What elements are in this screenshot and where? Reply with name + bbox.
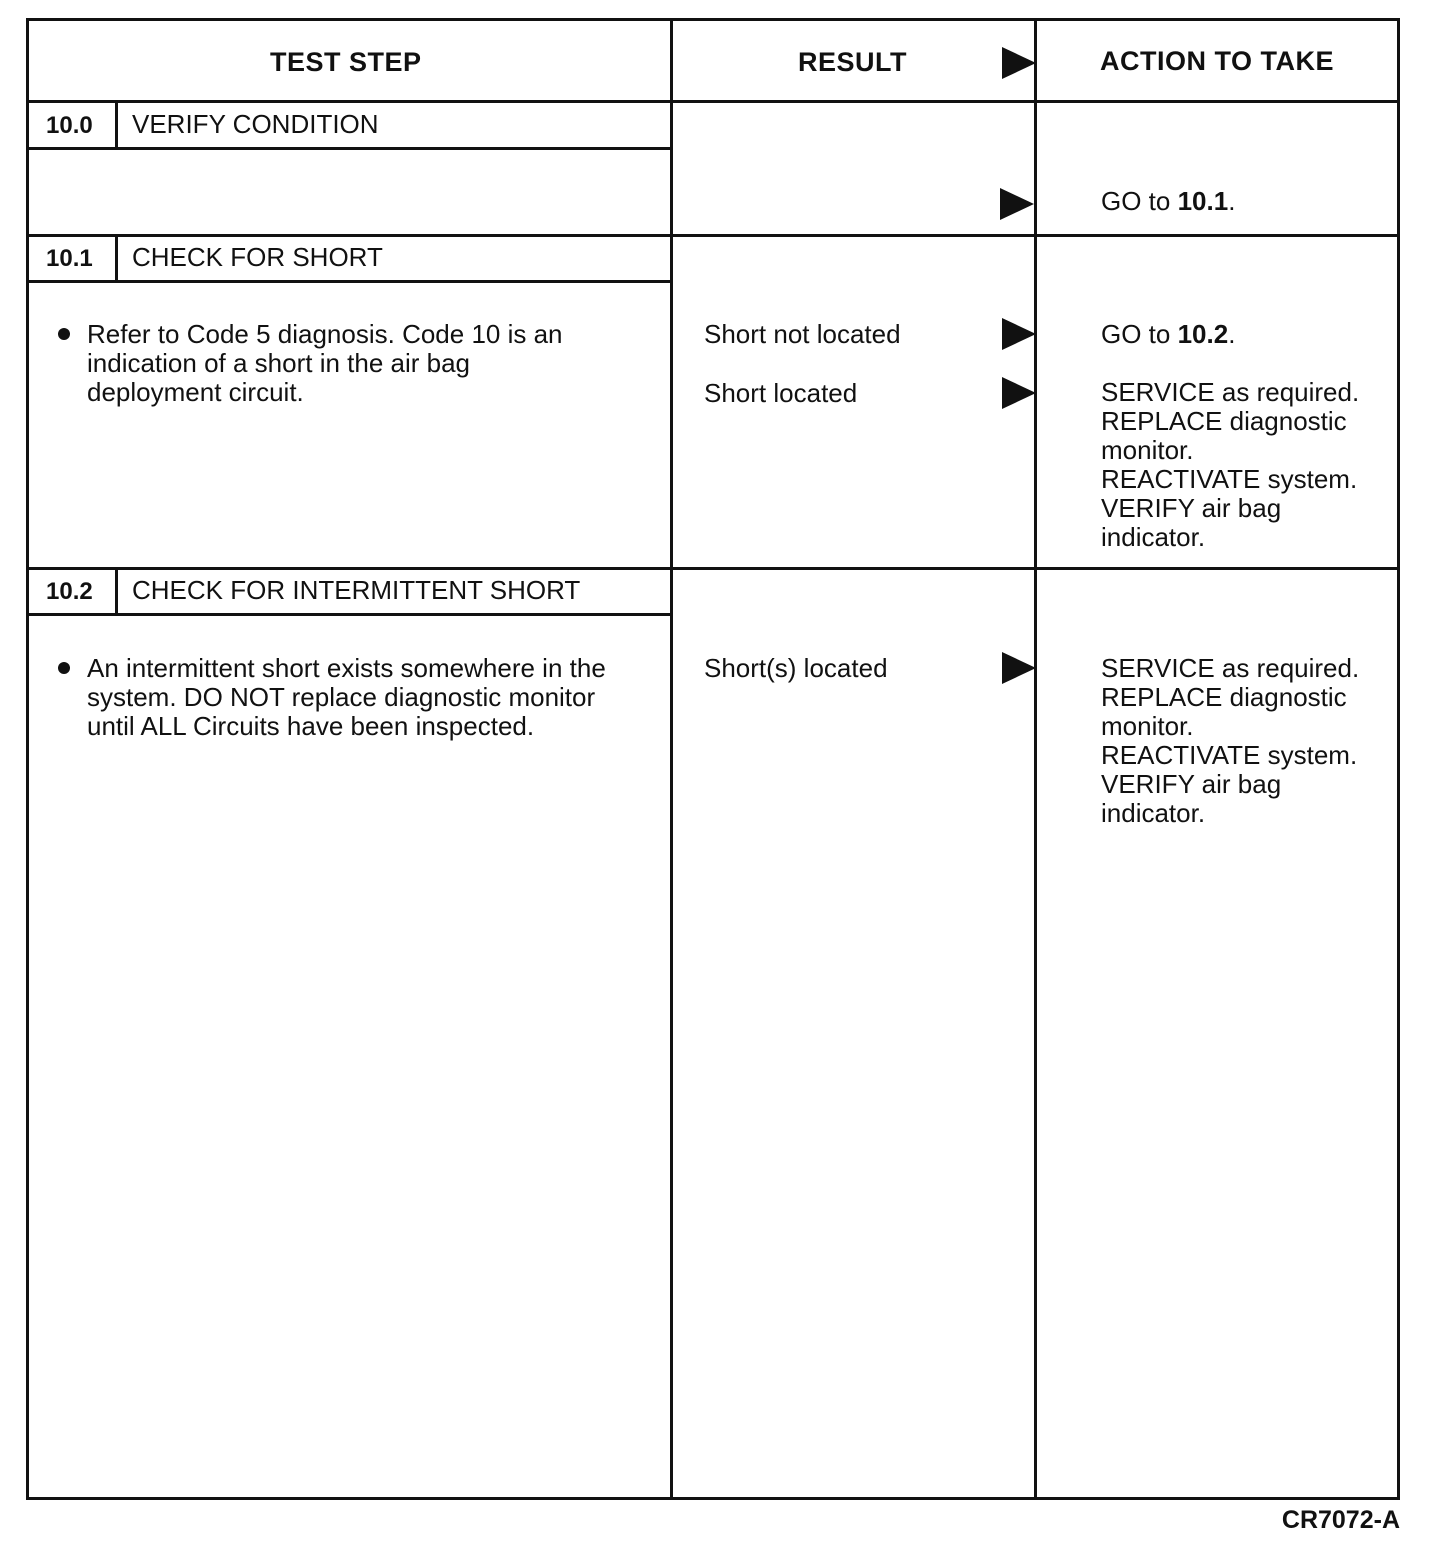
step-title-divider: [26, 613, 672, 616]
table-border-left: [26, 18, 29, 1500]
step-title: CHECK FOR SHORT: [132, 242, 383, 272]
step-divider: [26, 234, 1400, 237]
step-title-divider: [26, 280, 672, 283]
result-text: Short not located: [704, 319, 901, 349]
action-text: SERVICE as required. REPLACE diagnostic monitor. REACTIVATE system. VERIFY air bag indicator.: [1101, 653, 1360, 828]
step-number-divider: [115, 234, 118, 282]
table-border-right: [1397, 18, 1400, 1500]
table-border-bottom: [26, 1497, 1400, 1500]
result-arrow-icon: [1002, 377, 1036, 409]
column-divider-result: [670, 18, 673, 1500]
step-title: VERIFY CONDITION: [132, 109, 379, 139]
column-divider-action: [1034, 18, 1037, 1500]
step-number: 10.0: [46, 112, 93, 139]
step-number: 10.1: [46, 245, 93, 272]
step-instruction: Refer to Code 5 diagnosis. Code 10 is an indication of a short in the air bag deployment circuit.: [87, 319, 563, 407]
result-arrow-icon: [1002, 652, 1036, 684]
header-test-step: TEST STEP: [270, 47, 422, 77]
table-border-top: [26, 18, 1400, 21]
step-title: CHECK FOR INTERMITTENT SHORT: [132, 575, 581, 605]
result-arrow-icon: [1002, 318, 1036, 350]
step-title-divider: [26, 147, 672, 150]
action-text: GO to 10.2.: [1101, 319, 1236, 349]
result-text: Short located: [704, 378, 858, 408]
figure-id: CR7072-A: [1281, 1506, 1400, 1534]
step-number: 10.2: [46, 578, 93, 605]
action-text: GO to 10.1.: [1101, 186, 1236, 216]
header-arrow-icon: [1002, 47, 1036, 79]
bullet-icon: [58, 328, 70, 340]
header-divider: [26, 100, 1400, 103]
result-arrow-icon: [1000, 188, 1034, 220]
step-number-divider: [115, 567, 118, 615]
header-action: ACTION TO TAKE: [1100, 46, 1334, 76]
step-instruction: An intermittent short exists somewhere in the system. DO NOT replace diagnostic monitor until ALL Circuits have been inspected.: [87, 653, 606, 741]
action-text: SERVICE as required. REPLACE diagnostic monitor. REACTIVATE system. VERIFY air bag indicator.: [1101, 377, 1360, 552]
bullet-icon: [58, 662, 70, 674]
step-number-divider: [115, 100, 118, 149]
step-divider: [26, 567, 1400, 570]
header-result: RESULT: [798, 47, 907, 77]
result-text: Short(s) located: [704, 653, 888, 683]
